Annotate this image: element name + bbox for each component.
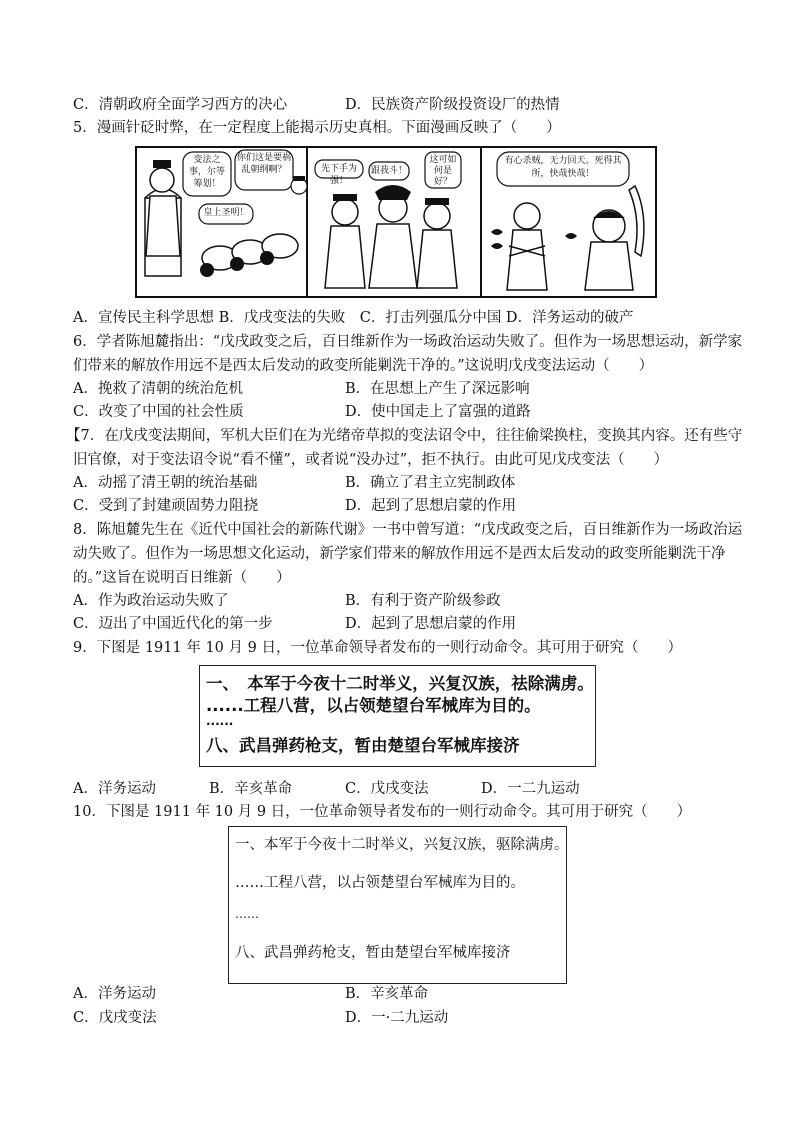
q8-stem-line3: 的。”这旨在说明百日维新（ ） (73, 570, 291, 586)
q7-options-row2 (73, 495, 733, 517)
q10-order-box (228, 826, 567, 984)
q10-option-d: D．一·二九运动 (345, 1010, 449, 1026)
q10-box-line4: 八、武昌弹药枪支，暂由楚望台军械库接济 (235, 945, 511, 961)
q9-order-box (199, 665, 596, 767)
q9-option-d: D．一二九运动 (481, 781, 580, 797)
q10-stem: 10．下图是 1911 年 10 月 9 日，一位革命领导者发布的一则行动命令。其可用于研究（ ） (73, 804, 692, 820)
q8-stem-line1: 8．陈旭麓先生在《近代中国社会的新陈代谢》一书中曾写道：“戊戌政变之后，百日维新作为一场政治运 (73, 522, 743, 538)
comic-text-kneel: 皇上圣明！ (203, 208, 249, 218)
q7-option-c: C．受到了封建顽固势力阻挠 (73, 498, 259, 514)
q8-option-d: D．起到了思想启蒙的作用 (345, 616, 517, 632)
q6-option-c: C．改变了中国的社会性质 (73, 404, 244, 420)
q8-stem-line2: 动失败了。但作为一场思想文化运动，新学家们带来的解放作用远不是西太后发动的政变所能剿洗干净 (73, 546, 726, 562)
q9-option-a: A．洋务运动 (73, 781, 156, 797)
q10-option-b: B．辛亥革命 (345, 986, 429, 1002)
q8-option-b: B．有利于资产阶级参政 (345, 593, 501, 609)
q10-options-row2 (73, 1007, 733, 1029)
comic-text-p3: 有心杀贼，无力回天。死得其所，快哉快哉！ (504, 156, 622, 179)
comic-text-p2c: 这可如何是好？ (429, 155, 457, 187)
q9-box-line3: ...... (206, 714, 234, 728)
q6-options-row2 (73, 401, 733, 423)
q10-options-row1 (73, 983, 733, 1005)
q9-options-row (73, 778, 733, 800)
q9-option-c: C．戊戌变法 (345, 781, 429, 797)
q5-comic (135, 146, 657, 298)
q10-box-line3: …… (235, 907, 259, 921)
q5-stem: 5．漫画针砭时弊，在一定程度上能揭示历史真相。下面漫画反映了（ ） (73, 120, 561, 136)
q8-option-c: C．迈出了中国近代化的第一步 (73, 616, 273, 632)
q7-options-row1 (73, 472, 733, 494)
q6-stem-line1: 6．学者陈旭麓指出：“戊戌政变之后，百日维新作为一场政治运动失败了。但作为一场思想运动，新学家 (73, 334, 743, 350)
q10-option-a: A．洋务运动 (73, 986, 156, 1002)
q6-option-a: A．挽救了清朝的统治危机 (73, 381, 243, 397)
q8-options-row1 (73, 590, 733, 612)
comic-text-emperor: 变法之事，尔等筹划！ (188, 155, 225, 189)
q9-stem: 9．下图是 1911 年 10 月 9 日，一位革命领导者发布的一则行动命令。其可用于研究（ ） (73, 640, 682, 656)
q6-option-b: B．在思想上产生了深远影响 (345, 381, 530, 397)
comic-panel-2 (315, 152, 461, 288)
q4-option-c: C．清朝政府全面学习西方的决心 (73, 97, 288, 113)
q6-option-d: D．使中国走上了富强的道路 (345, 404, 531, 420)
q8-options-row2 (73, 613, 733, 635)
q5-options-line: A．宣传民主科学思想 B．戊戌变法的失败 C．打击列强瓜分中国 D．洋务运动的破产 (73, 310, 634, 326)
q7-option-d: D．起到了思想启蒙的作用 (345, 498, 517, 514)
q10-box-line2: ……工程八营，以占领楚望台军械库为目的。 (235, 875, 525, 891)
comic-svg (135, 146, 657, 298)
q7-stem-line1: 【7．在戊戌变法期间，军机大臣们在为光绪帝草拟的变法诏令中，往往偷梁换柱，变换其内容。还有些守 (66, 428, 743, 444)
q6-stem-line2: 们带来的解放作用远不是西太后发动的政变所能剿洗干净的。”这说明戊戌变法运动（ ） (73, 358, 654, 374)
q6-options-row1 (73, 378, 733, 400)
q9-box-line1: 一、 本军于今夜十二时举义，兴复汉族，祛除满虏。 (206, 674, 594, 693)
comic-text-p2a: 先下手为强！ (320, 164, 357, 186)
q9-box-line4: 八、武昌弹药枪支，暂由楚望台军械库接济 (206, 736, 520, 755)
q10-option-c: C．戊戌变法 (73, 1010, 157, 1026)
q4-options-row (73, 94, 733, 116)
q9-box-line2: ......工程八营，以占领楚望台军械库为目的。 (206, 696, 541, 715)
q8-option-a: A．作为政治运动失败了 (73, 593, 229, 609)
q7-option-b: B．确立了君主立宪制政体 (345, 475, 516, 491)
q9-option-b: B．辛亥革命 (209, 781, 293, 797)
q10-box-line1: 一、本军于今夜十二时举义，兴复汉族，驱除满虏。 (235, 837, 569, 853)
q7-stem-line2: 旧官僚，对于变法诏令说“看不懂”，或者说“没办过”，拒不执行。由此可见戊戌变法（ ） (73, 452, 669, 468)
q4-option-d: D．民族资产阶级投资设厂的热情 (345, 97, 560, 113)
comic-text-p2b: 跟我斗！ (370, 166, 407, 176)
comic-text-officials: 你们这是要祸乱朝纲啊？ (237, 153, 292, 175)
q7-option-a: A．动摇了清王朝的统治基础 (73, 475, 258, 491)
